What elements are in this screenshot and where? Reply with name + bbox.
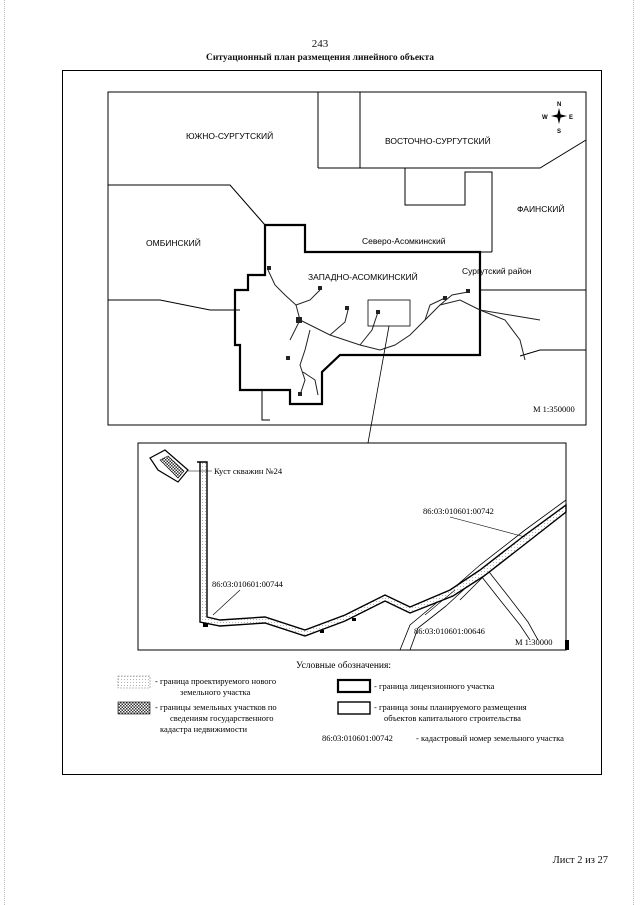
legend-cadastral-example: 86:03:010601:00742 [322, 733, 393, 743]
svg-text:земельного участка: земельного участка [180, 687, 251, 697]
svg-text:- граница лицензионного участк: - граница лицензионного участка [374, 681, 495, 691]
detail-map [138, 443, 569, 650]
svg-text:- граница зоны планируемого ра: - граница зоны планируемого размещения [374, 702, 527, 712]
label-zapadno: ЗАПАДНО-АСОМКИНСКИЙ [308, 272, 418, 282]
detail-scale: М 1:30000 [515, 637, 553, 647]
legend-cadastral-desc: - кадастровый номер земельного участка [416, 733, 564, 743]
svg-text:кадастра недвижимости: кадастра недвижимости [160, 724, 248, 734]
legend-symbol-cadastre [118, 702, 150, 714]
overview-map [108, 92, 586, 443]
label-yuzhno: ЮЖНО-СУРГУТСКИЙ [186, 131, 274, 141]
svg-text:W: W [542, 115, 548, 121]
page-number: 243 [311, 38, 329, 50]
legend [118, 660, 564, 743]
label-severo: Северо-Асомкинский [362, 236, 446, 246]
svg-text:E: E [569, 115, 574, 121]
label-fainsky: ФАИНСКИЙ [517, 204, 565, 214]
svg-text:объектов капитального строител: объектов капитального строительства [384, 713, 521, 723]
overview-scale: М 1:350000 [533, 404, 575, 414]
svg-text:N: N [557, 102, 562, 108]
legend-symbol-license [338, 680, 370, 692]
label-ombinsky: ОМБИНСКИЙ [146, 238, 201, 248]
svg-text:- граница проектируемого новог: - граница проектируемого нового [155, 676, 277, 686]
well-pad-label: Куст скважин №24 [214, 466, 283, 476]
label-district: Сургутский район [462, 266, 532, 276]
label-vostochno: ВОСТОЧНО-СУРГУТСКИЙ [385, 136, 491, 146]
page-title: Ситуационный план размещения линейного объекта [205, 53, 435, 63]
legend-symbol-new-parcel [118, 676, 150, 688]
svg-text:- границы земельных участков п: - границы земельных участков по [155, 702, 277, 712]
svg-text:S: S [557, 129, 562, 135]
svg-text:сведениям государственного: сведениям государственного [170, 713, 274, 723]
legend-title: Условные обозначения: [296, 661, 392, 671]
parcel-744-label: 86:03:010601:00744 [212, 579, 283, 589]
parcel-742-label: 86:03:010601:00742 [423, 506, 494, 516]
parcel-646-label: 86:03:010601:00646 [414, 626, 485, 636]
legend-symbol-zone [338, 702, 370, 714]
scale-marker [565, 640, 569, 650]
sheet-number: Лист 2 из 27 [552, 855, 608, 866]
